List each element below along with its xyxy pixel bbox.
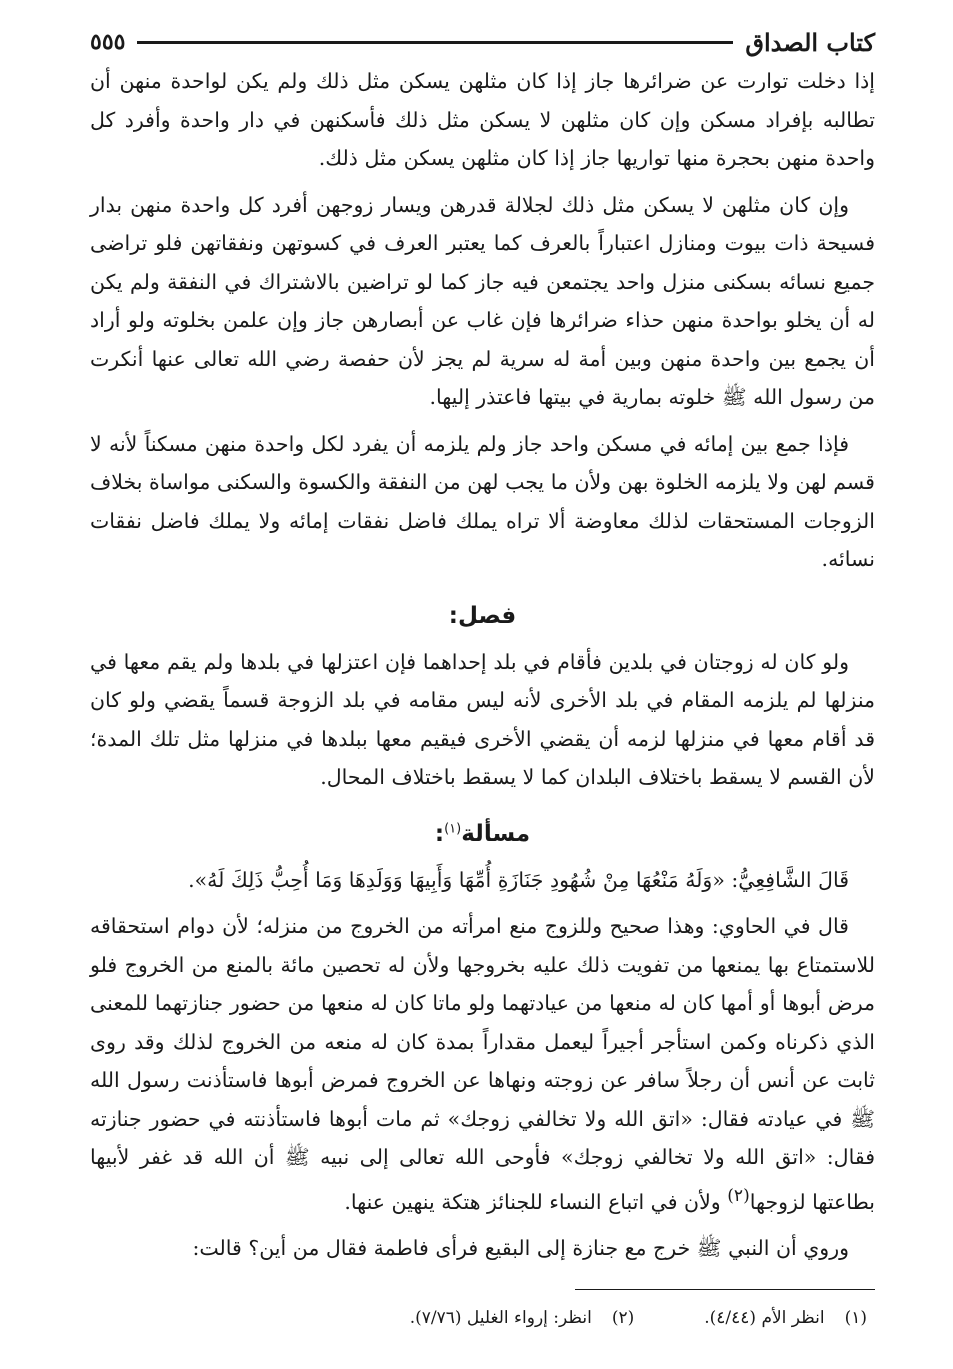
- running-header: [90, 22, 875, 62]
- footnote-marker: (١): [444, 820, 462, 836]
- paragraph: ولو كان له زوجتان في بلدين فأقام في بلد إحداهما فإن اعتزلها في بلدها ولم يقم معها في منزلها لم يلزمه المقام في بلد الأخرى لأنه ليس مقامه في بلد الزوجة قسماً يقضي ولو كان قد أقام معها في منزلها لزمه أن يقضي الأخرى فيقيم معها ببلدها في منزلها مثل تلك المدة؛ لأن القسم لا يسقط باختلاف البلدان كما لا يسقط باختلاف المحال.: [90, 649, 875, 789]
- footnote-text: انظر الأم (٤/٤٤).: [704, 1308, 825, 1329]
- page-number: ٥٥٥: [90, 29, 126, 55]
- footnote: [704, 1308, 867, 1328]
- quoted-text: قَالَ الشَّافِعِيُّ: «وَلَهُ مَنْعُهَا مِنْ شُهُودِ جَنَازَةِ أُمِّهَا وَأَبِيهَا وَوَلَدِهَا وَمَا أُحِبُّ ذَلِكَ لَهُ».: [188, 867, 849, 892]
- footnote-text: انظر: إرواء الغليل (٧/٧٦).: [409, 1308, 592, 1329]
- heading-text: مسألة: [461, 820, 531, 847]
- footnotes: [90, 1308, 875, 1328]
- footnote-number: (٢): [611, 1308, 635, 1329]
- header-rule: [137, 41, 733, 44]
- paragraph-text: قال في الحاوي: وهذا صحيح وللزوج منع امرأته من الخروج من منزله؛ لأن دوام استحقاقه للاستمتاع بها يمنعها من تفويت ذلك عليه بخروجها ولأن له تحصين مائة بالمنع من الخروج فلو مرض أبوها أو أمها كان له منعها من عيادتهما ولو ماتا كان له منعها من حضور جنازتهما للمعنى الذي ذكرناه وكمن استأجر أجيراً ليعمل مقداراً بمدة كان له منعه من الخروج لذلك وقد روى ثابت عن أنس أن رجلاً سافر عن زوجته ونهاها عن الخروج فمرض أبوها فاستأذنت رسول الله ﷺ في عيادته فقال: «اتق الله ولا تخالفي زوجك» ثم مات أبوها فاستأذنته في حضور جنازته فقال: «اتق الله ولا تخالفي زوجك» فأوحى الله تعالى إلى نبيه ﷺ أن الله قد غفر لأبيها بطاعتها لزوجها: [90, 914, 875, 1214]
- footnote-number: (١): [844, 1308, 867, 1329]
- paragraph: وروي أن النبي ﷺ خرج مع جنازة إلى البقيع فرأى فاطمة فقال من أين؟ قالت:: [192, 1235, 849, 1260]
- book-page: [90, 22, 875, 1369]
- main-text: [90, 62, 875, 1267]
- paragraph: فإذا جمع بين إمائه في مسكن واحد جاز ولم يلزمه أن يفرد لكل واحدة منهن مسكناً لأنه لا قسم لهن ولا يلزمه الخلوة بهن ولأن ما يجب لهن من النفقة والكسوة والسكنى مواساة بخلاف الزوجات المستحقات لذلك معاوضة ألا تراه يملك فاضل نفقات إمائه ولا يملك فاضل نفقات نسائه.: [90, 431, 875, 571]
- footnote: [410, 1308, 635, 1328]
- paragraph: وإن كان مثلهن لا يسكن مثل ذلك لجلالة قدرهن ويسار زوجهن أفرد كل واحدة منهن بدار فسيحة ذات بيوت ومنازل اعتباراً بالعرف كما يعتبر العرف في كسوتهن ونفقاتهن فلو تراضى جميع نسائه بسكنى منزل واحد يجتمعن فيه جاز كما لو تراضين بالاشتراك في النفقة ولم يكن له أن يخلو بواحدة منهن حذاء ضرائرها فإن غاب عن أبصارهن جاز وإن علمن بخلوته ولو أراد أن يجمع بين واحدة منهن وبين أمة له سرية لم يجز لأن حفصة رضي الله تعالى عنها أنكرت من رسول الله ﷺ خلوته بمارية في بيتها فاعتذر إليها.: [90, 192, 875, 409]
- footnote-marker: (٢): [727, 1185, 750, 1206]
- book-title: كتاب الصداق: [745, 27, 875, 57]
- heading-colon: :: [434, 820, 445, 847]
- section-heading-fasl: فصل:: [448, 602, 517, 629]
- section-heading-masala: [90, 821, 875, 847]
- footnote-divider: [575, 1289, 875, 1290]
- paragraph-text: ولأن في اتباع النساء للجنائز هتكة ينهين عنها.: [344, 1189, 728, 1214]
- paragraph: إذا دخلت توارت عن ضرائرها جاز إذا كان مثلهن يسكن مثل ذلك ولم يكن لواحدة منهن أن تطالبه بإفراد مسكن وإن كان مثلهن لا يسكن مثل ذلك فأسكنهن في دار واحدة وأفرد كل واحدة منهن بحجرة منها تواريها جاز إذا كان مثلهن يسكن مثل ذلك.: [90, 69, 875, 170]
- paragraph: [90, 907, 875, 1221]
